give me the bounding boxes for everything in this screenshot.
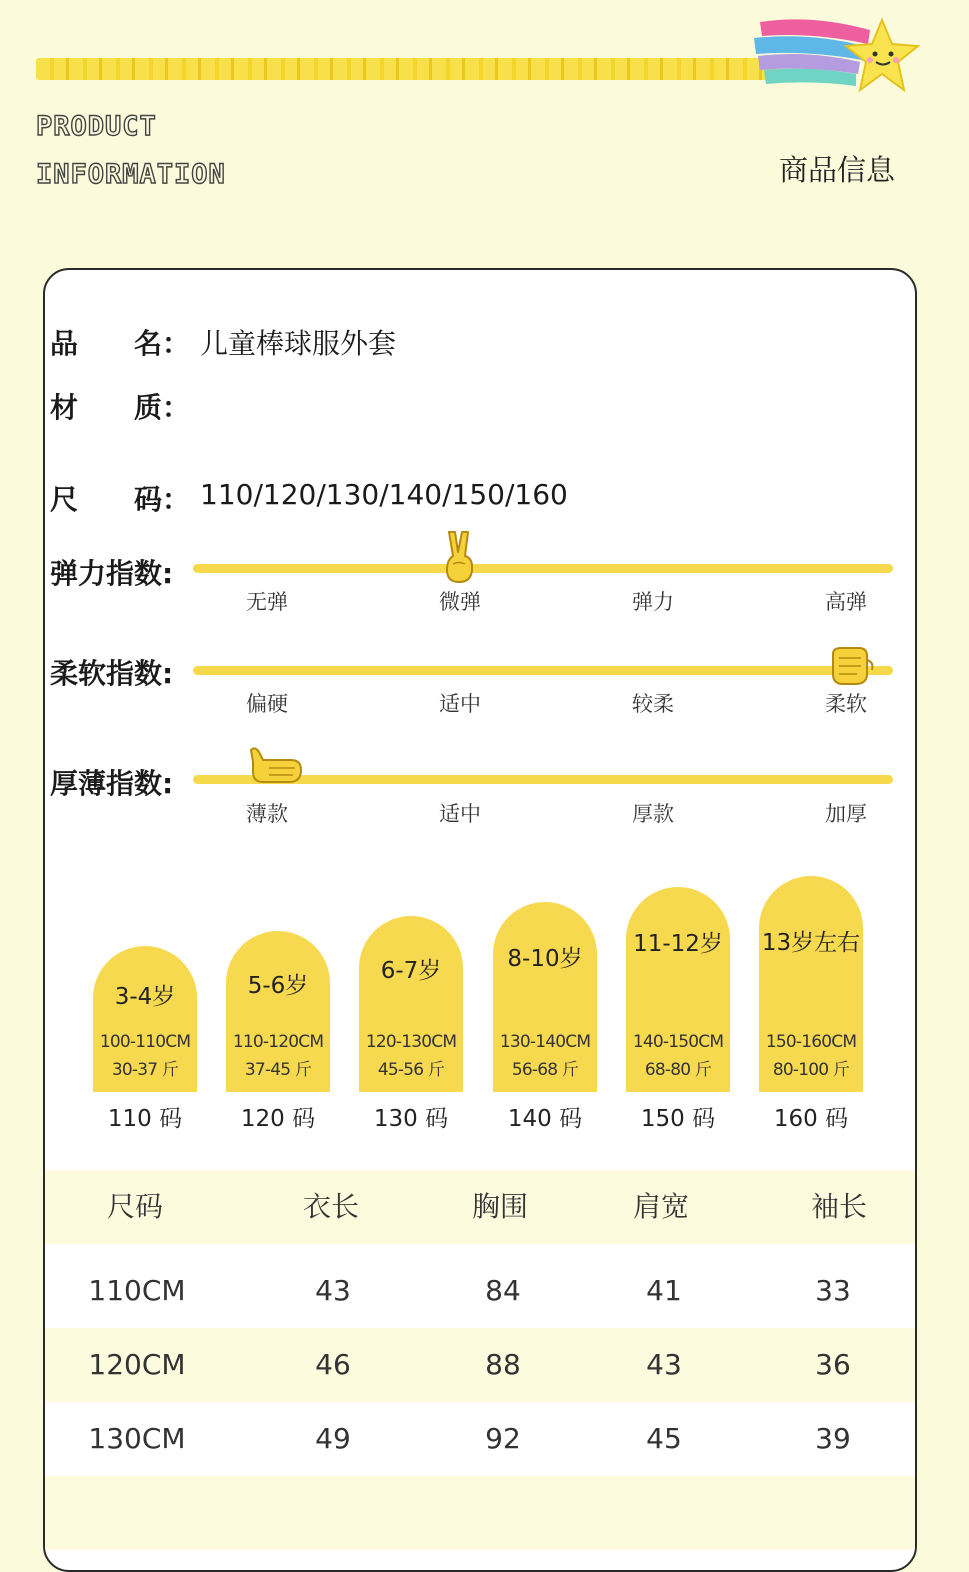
size-table-header-cell: 衣长 [302,1190,359,1223]
size-card-150 [626,887,730,1092]
fist-hand-icon [827,644,875,688]
table-cell: 43 [646,1348,682,1381]
size-age: 3-4岁 [114,984,176,1010]
size-table-header-cell: 肩宽 [632,1190,689,1223]
table-cell: 39 [815,1422,851,1455]
header-title-en-line1: PRODUCT [36,111,157,142]
thickness-tick: 薄款 [246,802,288,826]
header-title-en-line2: INFORMATION [36,159,226,190]
pointing-hand-icon [245,744,303,786]
table-cell: 49 [315,1422,351,1455]
size-card-130 [359,916,463,1092]
size-table-header-cell: 胸围 [471,1190,528,1223]
size-card-140 [493,902,597,1092]
elasticity-index-label: 弹力指数: [50,557,174,590]
size-card-110 [93,946,197,1092]
table-cell: 130CM [88,1422,186,1455]
size-height-range: 140-150CM [632,1032,724,1052]
size-code: 130 码 [373,1106,449,1132]
softness-tick: 较柔 [632,692,674,716]
size-table-header-cell: 袖长 [810,1190,867,1223]
softness-tick: 偏硬 [246,692,288,716]
softness-index-label: 柔软指数: [50,657,174,690]
table-cell: 45 [646,1422,682,1455]
size-height-range: 120-130CM [365,1032,457,1052]
size-weight-range: 56-68 斤 [511,1060,579,1080]
table-cell: 41 [646,1274,682,1307]
table-row [45,1402,915,1476]
size-code: 150 码 [640,1106,716,1132]
table-cell: 120CM [88,1348,186,1381]
size-code: 110 码 [107,1106,183,1132]
size-age: 11-12岁 [633,931,723,957]
size-code: 160 码 [773,1106,849,1132]
table-cell: 33 [815,1274,851,1307]
info-value: 110/120/130/140/150/160 [200,478,568,511]
size-weight-range: 30-37 斤 [111,1060,179,1080]
table-cell: 110CM [88,1274,186,1307]
thickness-tick: 加厚 [825,802,867,826]
size-table-header [45,1170,915,1244]
info-label: 尺 码： [50,483,191,516]
info-label: 材 质： [50,391,191,424]
size-card-160 [759,876,863,1092]
thickness-tick: 厚款 [632,802,674,826]
table-row [45,1328,915,1402]
size-weight-range: 45-56 斤 [377,1060,445,1080]
softness-tick: 适中 [439,692,481,716]
elasticity-tick: 高弹 [825,590,867,614]
size-age: 5-6岁 [247,973,309,999]
elasticity-tick: 弹力 [632,590,674,614]
header-stripe [36,58,776,80]
info-label: 品 名： [50,327,191,360]
size-height-range: 130-140CM [499,1032,591,1052]
size-age: 6-7岁 [380,958,442,984]
size-age: 8-10岁 [507,946,583,972]
size-height-range: 150-160CM [765,1032,857,1052]
table-cell: 84 [485,1274,521,1307]
header-title-cn: 商品信息 [778,153,895,187]
table-cell: 46 [315,1348,351,1381]
softness-index-bar [193,666,893,675]
thickness-index-label: 厚薄指数: [50,767,174,800]
size-code: 120 码 [240,1106,316,1132]
size-weight-range: 68-80 斤 [644,1060,712,1080]
size-height-range: 100-110CM [99,1032,191,1052]
size-table-header-cell: 尺码 [106,1190,163,1223]
size-card-120 [226,931,330,1092]
size-height-range: 110-120CM [232,1032,324,1052]
peace-hand-icon [441,528,479,586]
size-weight-range: 37-45 斤 [244,1060,312,1080]
thickness-tick: 适中 [439,802,481,826]
elasticity-tick: 无弹 [246,590,288,614]
table-cell: 88 [485,1348,521,1381]
product-info-card [43,268,917,1572]
table-row-partial [45,1476,915,1550]
shooting-star-icon [752,14,922,98]
softness-tick: 柔软 [825,692,867,716]
table-cell: 36 [815,1348,851,1381]
elasticity-index-bar [193,564,893,573]
table-row [45,1254,915,1328]
info-value: 儿童棒球服外套 [200,327,397,360]
table-cell: 92 [485,1422,521,1455]
header-title-en [36,103,226,199]
elasticity-tick: 微弹 [439,590,481,614]
size-code: 140 码 [507,1106,583,1132]
size-weight-range: 80-100 斤 [772,1060,850,1080]
size-age: 13岁左右 [761,930,861,956]
table-cell: 43 [315,1274,351,1307]
